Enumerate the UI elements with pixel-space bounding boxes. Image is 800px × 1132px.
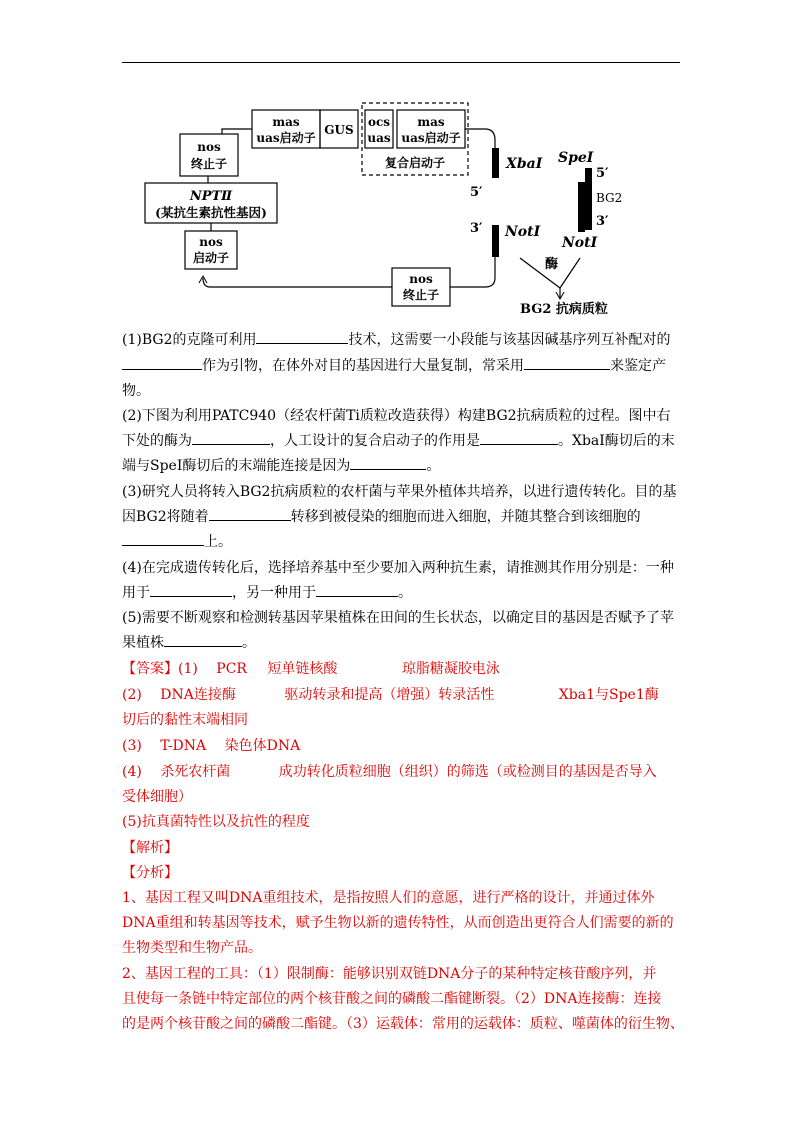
answer-line5: (5)抗真菌特性以及抗性的程度 xyxy=(122,814,310,830)
nptii-text: NPTⅡ xyxy=(189,189,233,204)
analysis-p2-l3: 的是两个核苷酸之间的磷酸二酯键。（3）运载体：常用的运载体：质粒、噬菌体的衍生物、 xyxy=(122,1016,684,1032)
nos-text-promoter: nos xyxy=(199,235,223,249)
analysis-p2-l1: 2、基因工程的工具：（1）限制酶：能够识别双链DNA分子的某种特定核苷酸序列，并 xyxy=(122,966,657,982)
nos-text-2: nos xyxy=(409,272,433,286)
q4-line1: (4)在完成遗传转化后，选择培养基中至少要加入两种抗生素，请推测其作用分别是：一种 xyxy=(122,560,674,576)
terminator-text-1: 终止子 xyxy=(190,157,228,171)
q1-line1: (1)BG2的克隆可利用 技术，这需要一小段能与该基因碱基序列互补配对的 xyxy=(122,329,670,349)
three-prime-left: 3′ xyxy=(470,221,483,236)
not-label-right: NotⅠ xyxy=(562,235,598,251)
xba-label: XbaⅠ xyxy=(506,156,543,172)
enzyme-label: 酶 xyxy=(545,257,559,272)
spe-label: SpeⅠ xyxy=(558,150,594,166)
promoter-text: 启动子 xyxy=(192,251,230,265)
answer-line4: (4) 杀死农杆菌 成功转化质粒细胞（组织）的筛选（或检测目的基因是否导入 xyxy=(122,764,657,780)
analysis-p2-l2: 且使每一条链中特定部位的两个核苷酸之间的磷酸二酯键断裂。（2）DNA连接酶：连接 xyxy=(122,991,662,1007)
q5-line1: (5)需要不断观察和检测转基因苹果植株在田间的生长状态，以确定目的基因是否赋予了苹 xyxy=(122,610,674,626)
uas-promoter-text-2: uas启动子 xyxy=(401,131,461,145)
not-label-left: NotⅠ xyxy=(505,224,541,240)
analysis-p1-l2: DNA重组和转基因等技术，赋予生物以新的遗传特性，从而创造出更符合人们需要的新的 xyxy=(122,915,674,931)
three-prime-right: 3′ xyxy=(596,214,609,229)
composite-promoter-label: 复合启动子 xyxy=(384,156,446,170)
terminator-text-2: 终止子 xyxy=(402,288,440,302)
answer-line2: (2) DNA连接酶 驱动转录和提高（增强）转录活性 Xba1与Spe1酶 xyxy=(122,687,659,703)
q5-line2: 果植株 。 xyxy=(122,632,256,652)
bg2-spe-end-bar xyxy=(585,168,592,230)
q2-line3: 端与SpeI酶切后的末端能连接是因为 。 xyxy=(122,455,440,475)
answer-line4-cont: 受体细胞） xyxy=(122,789,192,805)
analysis-p1-l1: 1、基因工程又叫DNA重组技术，是指按照人们的意愿，进行严格的设计，并通过体外 xyxy=(122,890,655,906)
five-prime-right: 5′ xyxy=(596,166,609,181)
q3-line3: 上。 xyxy=(122,531,232,551)
resistance-gene-text: (某抗生素抗性基因) xyxy=(155,205,267,220)
analysis-p1-l3: 生物类型和生物产品。 xyxy=(122,940,262,956)
answer-line3: (3) T-DNA 染色体DNA xyxy=(122,738,301,754)
q3-line1: (3)研究人员将转入BG2抗病质粒的农杆菌与苹果外植体共培养，以进行遗传转化。目的基 xyxy=(122,484,677,500)
gus-text: GUS xyxy=(324,123,354,137)
q2-line1: (2)下图为利用PATC940（经农杆菌Ti质粒改造获得）构建BG2抗病质粒的过程。图中右 xyxy=(122,408,671,424)
q1-line3: 物。 xyxy=(122,383,150,399)
q1-line2: 作为引物，在体外对目的基因进行大量复制，常采用 来鉴定产 xyxy=(122,355,666,375)
mas-text-1: mas xyxy=(272,115,300,129)
answer-line2-cont: 切后的黏性末端相同 xyxy=(122,712,248,728)
ocs-text: ocs xyxy=(367,115,391,129)
answer-line1: 【答案】(1) PCR 短单链核酸 琼脂糖凝胶电泳 xyxy=(122,661,500,677)
q2-line2: 下处的酶为 ，人工设计的复合启动子的作用是 。XbaI酶切后的末 xyxy=(122,430,675,450)
xba-cut-end-bar xyxy=(492,148,499,178)
five-prime-left: 5′ xyxy=(470,185,483,200)
plasmid-label: BG2 抗病质粒 xyxy=(520,302,608,317)
plasmid-construction-diagram xyxy=(0,0,800,330)
bg2-not-end-bar xyxy=(578,182,585,232)
q4-line2: 用于 ，另一种用于 。 xyxy=(122,582,412,602)
uas-promoter-text-1: uas启动子 xyxy=(256,131,316,145)
nos-text-1: nos xyxy=(197,140,221,154)
bg2-label: BG2 xyxy=(596,191,623,205)
uas-text: uas xyxy=(367,131,391,145)
analysis-label: 【解析】 xyxy=(122,840,178,856)
not-cut-end-bar xyxy=(492,225,499,257)
analysis-sub-label: 【分析】 xyxy=(122,865,178,881)
mas-text-2: mas xyxy=(417,115,445,129)
q3-line2: 因BG2将随着 转移到被侵染的细胞而进入细胞，并随其整合到该细胞的 xyxy=(122,506,641,526)
